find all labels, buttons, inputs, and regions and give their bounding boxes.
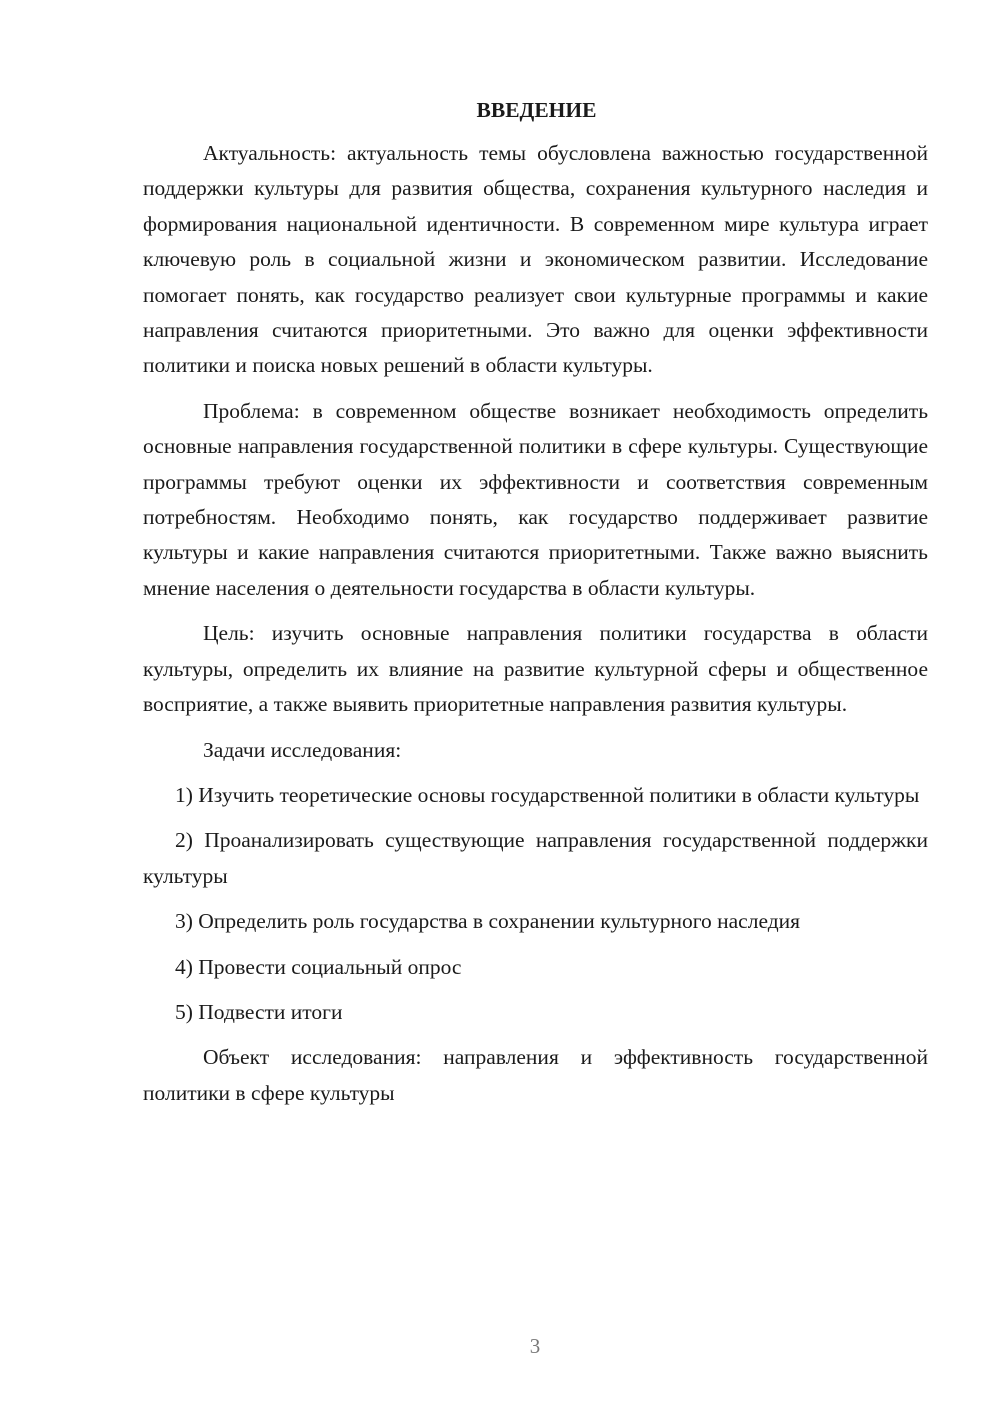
relevance-paragraph: Актуальность: актуальность темы обусловлена важностью государственной поддержки культуры для развития общества, сохранения культурного наследия и формирования национальной идентичности. В современном мире культура играет ключевую роль в социальной жизни и экономическом развитии. Исследование помогает понять, как государство реализует свои культурные программы и какие направления считаются приоритетными. Это важно для оценки эффективности политики и поиска новых решений в области культуры. xyxy=(143,141,928,378)
tasks-title: Задачи исследования: xyxy=(203,737,402,762)
task-item: 5) Подвести итоги xyxy=(175,999,343,1024)
task-item: 2) Проанализировать существующие направления государственной поддержки культуры xyxy=(143,828,928,888)
task-item: 4) Провести социальный опрос xyxy=(175,954,462,979)
object-paragraph: Объект исследования: направления и эффективность государственной политики в сфере культуры xyxy=(143,1045,928,1105)
task-item: 3) Определить роль государства в сохранении культурного наследия xyxy=(175,909,801,934)
page-content xyxy=(143,88,928,1111)
tasks-list xyxy=(143,778,928,1030)
section-heading: ВВЕДЕНИЕ xyxy=(476,98,597,122)
goal-paragraph: Цель: изучить основные направления политики государства в области культуры, определить их влияние на развитие культурной сферы и общественное восприятие, а также выявить приоритетные направления развития культуры. xyxy=(143,621,928,717)
page-number: 3 xyxy=(529,1334,541,1358)
problem-paragraph: Проблема: в современном обществе возникает необходимость определить основные направления государственной политики в сфере культуры. Существующие программы требуют оценки их эффективности и соответствия современным потребностям. Необходимо понять, как государство поддерживает развитие культуры и какие направления считаются приоритетными. Также важно выяснить мнение населения о деятельности государства в области культуры. xyxy=(143,398,928,600)
task-item: 1) Изучить теоретические основы государственной политики в области культуры xyxy=(175,782,920,807)
